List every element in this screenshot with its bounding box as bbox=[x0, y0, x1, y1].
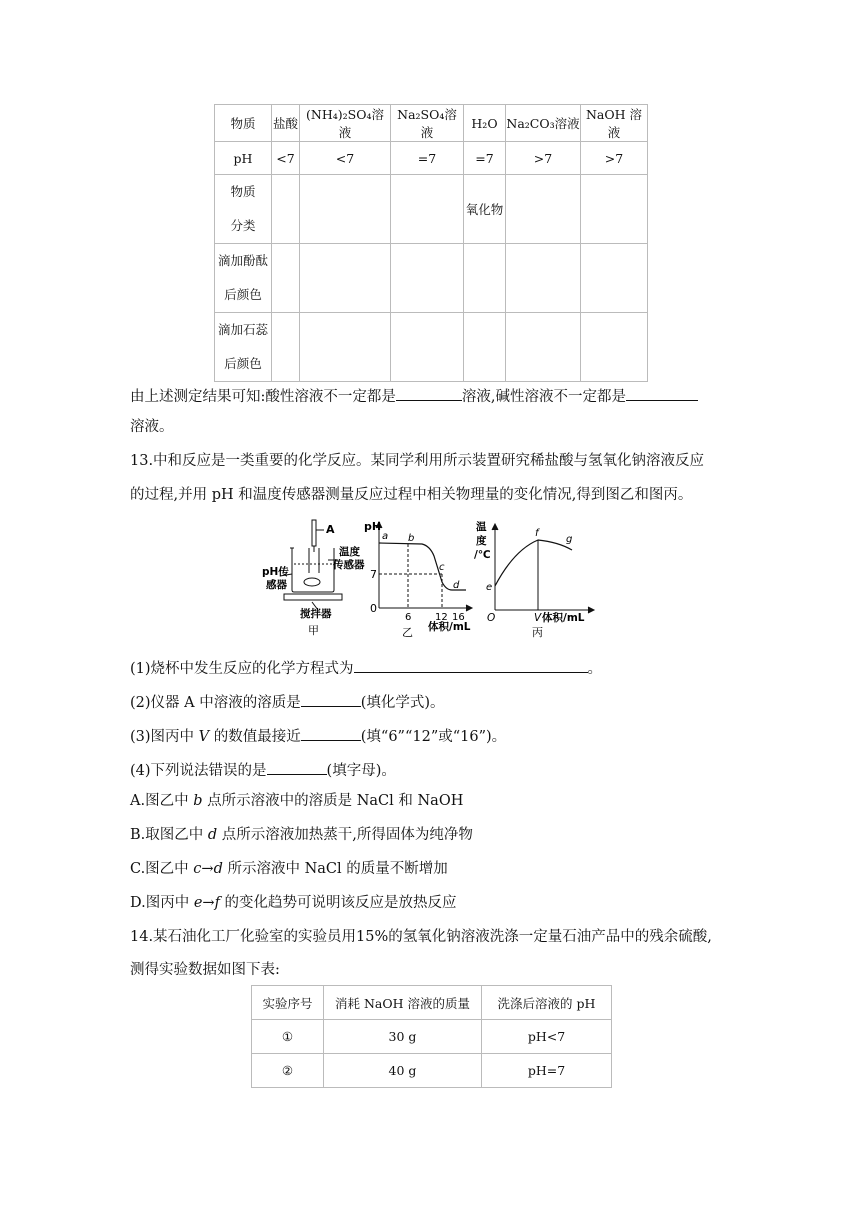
ph-sensor-2: 感器 bbox=[266, 579, 287, 591]
q13-sub1: (1)烧杯中发生反应的化学方程式为 。 bbox=[130, 658, 602, 677]
header-naoh: NaOH 溶液 bbox=[581, 105, 648, 142]
graph-bing bbox=[492, 524, 594, 613]
yi-pt-a: a bbox=[382, 531, 389, 542]
class-h2o: 氧化物 bbox=[464, 175, 506, 244]
ph-naoh: >7 bbox=[581, 142, 648, 175]
yi-xlabel: 体积/mL bbox=[428, 621, 471, 633]
ph-h2o: =7 bbox=[464, 142, 506, 175]
caption-jia: 甲 bbox=[308, 624, 319, 637]
header-na2co3: Na₂CO₃溶液 bbox=[506, 105, 581, 142]
option-d: D.图丙中 e→f 的变化趋势可说明该反应是放热反应 bbox=[130, 895, 457, 911]
yi-xtick-6: 6 bbox=[405, 612, 412, 623]
yi-pt-d: d bbox=[453, 580, 460, 591]
q13-sub3: (3)图丙中 V 的数值最接近 (填“6”“12”或“16”)。 bbox=[130, 726, 506, 745]
blank-equation[interactable] bbox=[354, 658, 588, 673]
q14-line-1: 14.某石油化工厂化验室的实验员用15%的氢氧化钠溶液洗涤一定量石油产品中的残余硫酸, bbox=[130, 929, 712, 945]
q13-intro-2: 的过程,并用 pH 和温度传感器测量反应过程中相关物理量的变化情况,得到图乙和图丙。 bbox=[130, 487, 693, 503]
header-h2o: H₂O bbox=[464, 105, 506, 142]
table-row: ① 30 g pH<7 bbox=[252, 1020, 612, 1054]
yi-seven: 7 bbox=[370, 568, 377, 581]
col-header-ph: 洗涤后溶液的 pH bbox=[482, 986, 612, 1020]
conclusion-end: 溶液。 bbox=[130, 419, 174, 435]
bing-pt-e: e bbox=[486, 582, 493, 593]
phenol-label: 滴加酚酞 后颜色 bbox=[215, 244, 272, 313]
blank-choice[interactable] bbox=[267, 760, 327, 775]
experiment-table bbox=[251, 985, 612, 1088]
blank-v[interactable] bbox=[301, 726, 361, 741]
bing-pt-f: f bbox=[535, 528, 539, 539]
q13-intro-1: 13.中和反应是一类重要的化学反应。某同学利用所示装置研究稀盐酸与氢氧化钠溶液反应 bbox=[130, 453, 705, 469]
caption-bing: 丙 bbox=[532, 626, 543, 639]
stirrer-label: 搅拌器 bbox=[300, 608, 332, 620]
q13-sub4: (4)下列说法错误的是 (填字母)。 bbox=[130, 760, 396, 779]
header-na2so4: Na₂SO₄溶液 bbox=[391, 105, 464, 142]
table-row: ② 40 g pH=7 bbox=[252, 1054, 612, 1088]
col-header-trial: 实验序号 bbox=[252, 986, 324, 1020]
yi-xtick-12: 12 bbox=[435, 612, 448, 623]
temp-sensor-1: 温度 bbox=[339, 546, 360, 558]
header-nh4so4: (NH₄)₂SO₄溶液 bbox=[300, 105, 391, 142]
header-hcl: 盐酸 bbox=[272, 105, 300, 142]
ph-sensor-1: pH传 bbox=[262, 566, 289, 578]
bing-pt-g: g bbox=[566, 534, 573, 545]
q14-line-2: 测得实验数据如图下表: bbox=[130, 962, 280, 978]
ph-nh4so4: <7 bbox=[300, 142, 391, 175]
temp-sensor-2: 传感器 bbox=[333, 559, 365, 571]
option-b: B.取图乙中 d 点所示溶液加热蒸干,所得固体为纯净物 bbox=[130, 827, 473, 843]
litmus-label: 滴加石蕊 后颜色 bbox=[215, 313, 272, 382]
substance-ph-table bbox=[214, 104, 648, 382]
header-substance: 物质 bbox=[215, 105, 272, 142]
ph-na2so4: =7 bbox=[391, 142, 464, 175]
yi-xtick-16: 16 bbox=[452, 612, 465, 623]
yi-origin: 0 bbox=[370, 602, 377, 615]
q13-sub2: (2)仪器 A 中溶液的溶质是 (填化学式)。 bbox=[130, 692, 445, 711]
yi-pt-c: c bbox=[439, 562, 445, 573]
ph-na2co3: >7 bbox=[506, 142, 581, 175]
col-header-mass: 消耗 NaOH 溶液的质量 bbox=[324, 986, 482, 1020]
blank-1[interactable] bbox=[396, 386, 462, 401]
option-a: A.图乙中 b 点所示溶液中的溶质是 NaCl 和 NaOH bbox=[130, 793, 464, 809]
bing-xlabel: 体积/mL bbox=[542, 612, 585, 624]
bing-ylabel-1: 温 bbox=[476, 521, 487, 533]
ph-hcl: <7 bbox=[272, 142, 300, 175]
blank-2[interactable] bbox=[626, 386, 698, 401]
blank-solute[interactable] bbox=[301, 692, 361, 707]
bing-ylabel-3: /℃ bbox=[474, 549, 491, 561]
class-label: 物质 分类 bbox=[215, 175, 272, 244]
bing-vtick: V bbox=[534, 612, 542, 624]
bing-ylabel-2: 度 bbox=[476, 535, 487, 547]
q13-figure bbox=[262, 518, 602, 640]
yi-pt-b: b bbox=[408, 533, 415, 544]
conclusion-line: 由上述测定结果可知:酸性溶液不一定都是 溶液,碱性溶液不一定都是 bbox=[130, 386, 698, 405]
label-A: A bbox=[326, 523, 335, 536]
yi-ylabel: pH bbox=[364, 520, 382, 533]
graph-yi bbox=[376, 522, 472, 611]
ph-label: pH bbox=[215, 142, 272, 175]
option-c: C.图乙中 c→d 所示溶液中 NaCl 的质量不断增加 bbox=[130, 861, 448, 877]
bing-origin: O bbox=[487, 612, 496, 624]
caption-yi: 乙 bbox=[402, 626, 413, 639]
